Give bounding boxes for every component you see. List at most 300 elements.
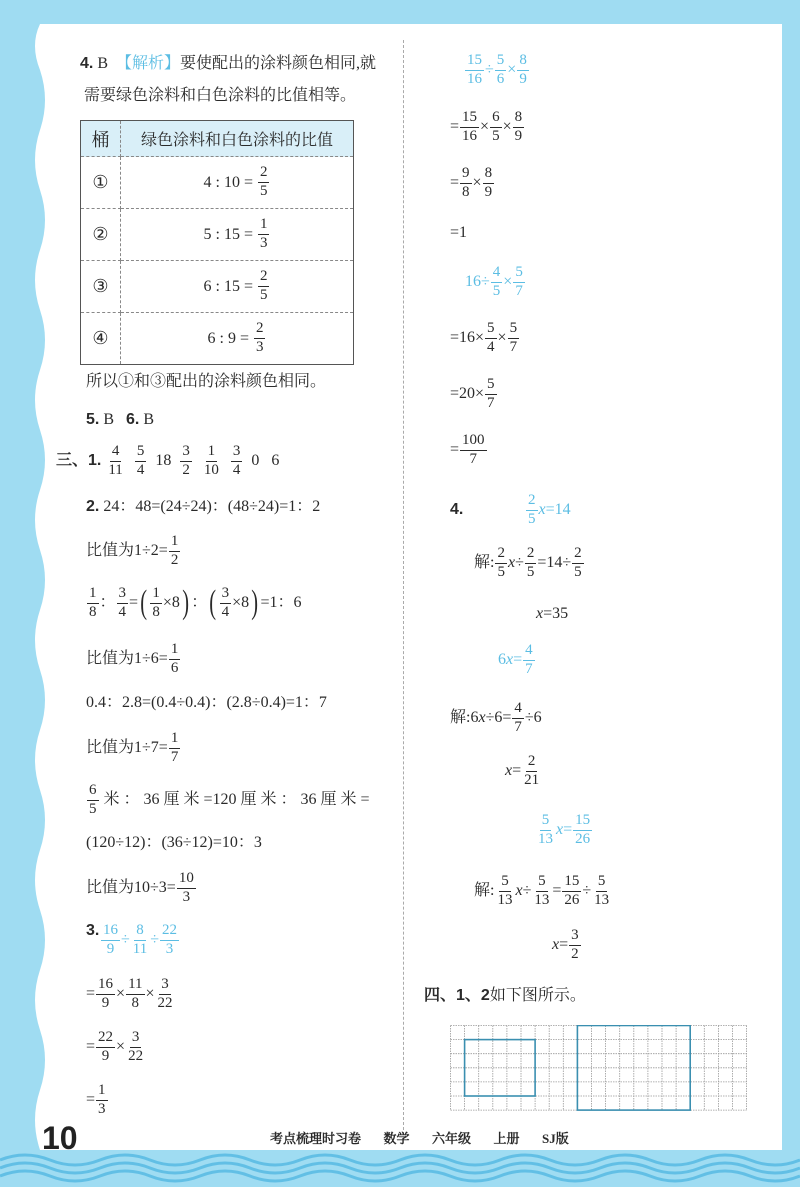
math-text bbox=[193, 453, 201, 469]
denominator: 7 bbox=[170, 748, 179, 765]
fraction bbox=[180, 444, 192, 479]
fraction bbox=[562, 874, 581, 909]
denominator: 2 bbox=[170, 551, 179, 568]
numerator: 5 bbox=[540, 813, 552, 831]
fraction bbox=[512, 701, 524, 736]
s3-q2-line bbox=[86, 731, 181, 766]
row-label: ③ bbox=[81, 261, 121, 313]
fraction bbox=[156, 977, 175, 1012]
q4-label bbox=[450, 502, 463, 518]
fraction bbox=[258, 217, 270, 252]
denominator: 4 bbox=[487, 338, 495, 355]
variable-x: x bbox=[507, 554, 516, 572]
equation-3 bbox=[535, 813, 593, 848]
s3-q2-line bbox=[86, 642, 181, 677]
math-text bbox=[222, 453, 230, 469]
numerator: 5 bbox=[499, 874, 511, 892]
numerator: 9 bbox=[460, 166, 472, 184]
numerator: 3 bbox=[220, 586, 232, 604]
denominator: 2 bbox=[182, 461, 190, 478]
math-text: ÷6= bbox=[485, 709, 512, 727]
book-info: 考点梳理时习卷 数学 六年级 上册 SJ版 bbox=[270, 1131, 569, 1146]
calc-a-step bbox=[450, 225, 467, 241]
math-text: ÷ bbox=[150, 931, 160, 949]
question-number: 四、1、2 bbox=[424, 987, 490, 1004]
numerator: 1 bbox=[150, 586, 162, 604]
s3-q3-step bbox=[86, 1030, 146, 1065]
numerator: 6 bbox=[490, 110, 502, 128]
numerator: 2 bbox=[495, 546, 507, 564]
fraction bbox=[460, 166, 472, 201]
denominator: 7 bbox=[514, 718, 522, 735]
math-text: =20× bbox=[450, 385, 485, 403]
denominator: 5 bbox=[259, 183, 268, 199]
math-text: 0 6 bbox=[243, 452, 280, 470]
math-text: × bbox=[502, 118, 512, 136]
question-number: 3. bbox=[86, 922, 100, 939]
math-text: = bbox=[86, 1091, 96, 1109]
numerator: 5 bbox=[485, 321, 497, 339]
fraction bbox=[96, 1030, 115, 1065]
numerator: 11 bbox=[126, 977, 144, 995]
fraction bbox=[135, 444, 147, 479]
math-text: ÷ bbox=[121, 931, 130, 949]
fraction bbox=[254, 321, 266, 356]
s3-q2-line bbox=[86, 499, 320, 515]
fraction bbox=[483, 166, 495, 201]
denominator: 7 bbox=[487, 394, 495, 411]
denominator: 9 bbox=[514, 127, 523, 144]
fraction bbox=[169, 731, 181, 766]
math-text: = bbox=[86, 985, 96, 1003]
parenthesis: ( bbox=[140, 584, 148, 622]
numerator: 5 bbox=[596, 874, 608, 892]
row-label: ④ bbox=[81, 313, 121, 365]
denominator: 4 bbox=[232, 461, 241, 478]
parenthesis: ( bbox=[209, 584, 217, 622]
fraction bbox=[460, 433, 487, 468]
math-text bbox=[126, 453, 134, 469]
math-text: × bbox=[116, 1038, 126, 1056]
denominator: 9 bbox=[519, 70, 527, 87]
header-ratio: 绿色涂料和白色涂料的比值 bbox=[121, 121, 354, 157]
square-grid-figure bbox=[450, 1025, 750, 1115]
math-text: (120÷12)：(36÷12)=10：3 bbox=[86, 834, 262, 851]
math-text: ×8 bbox=[162, 594, 180, 612]
math-text: = bbox=[450, 174, 460, 192]
math-text: = bbox=[563, 821, 573, 839]
fraction bbox=[532, 874, 551, 909]
math-text: × bbox=[145, 985, 155, 1003]
fraction bbox=[106, 444, 124, 479]
denominator: 8 bbox=[131, 994, 140, 1011]
denominator: 13 bbox=[534, 891, 550, 908]
fraction bbox=[465, 53, 484, 88]
fraction bbox=[536, 813, 555, 848]
math-text: B bbox=[99, 411, 127, 428]
numerator: 10 bbox=[177, 871, 196, 889]
denominator: 3 bbox=[165, 940, 174, 957]
math-text: =35 bbox=[543, 605, 569, 622]
numerator: 2 bbox=[254, 321, 266, 339]
s3-q2-line bbox=[86, 586, 301, 621]
page-number: 10 bbox=[42, 1120, 78, 1156]
math-text: 需要绿色涂料和白色涂料的比值相等。 bbox=[84, 87, 357, 104]
denominator: 7 bbox=[509, 338, 518, 355]
math-text: 16÷ bbox=[465, 273, 490, 291]
question-number: 4. bbox=[450, 501, 464, 518]
numerator: 2 bbox=[258, 269, 270, 287]
fraction bbox=[101, 923, 120, 958]
q4-conclusion bbox=[86, 374, 326, 390]
variable-x: x bbox=[505, 762, 513, 780]
math-text: =1 bbox=[450, 224, 468, 241]
table-row bbox=[81, 157, 354, 209]
analysis-tag: 【解析】 bbox=[116, 55, 181, 72]
fraction bbox=[526, 493, 538, 528]
denominator: 7 bbox=[515, 282, 523, 299]
fraction bbox=[258, 165, 270, 200]
numerator: 1 bbox=[96, 1083, 108, 1101]
denominator: 22 bbox=[128, 1047, 144, 1064]
denominator: 9 bbox=[101, 994, 110, 1011]
numerator: 3 bbox=[117, 586, 129, 604]
row-label: ① bbox=[81, 157, 121, 209]
equation-3-step bbox=[474, 874, 612, 909]
numerator: 1 bbox=[258, 217, 270, 235]
numerator: 5 bbox=[135, 444, 147, 462]
question-number: 5. bbox=[86, 411, 100, 428]
math-text: = bbox=[559, 936, 569, 954]
calc-a-step bbox=[450, 110, 525, 145]
fraction bbox=[572, 546, 584, 581]
math-text: 18 bbox=[147, 452, 180, 470]
fraction bbox=[592, 874, 611, 909]
denominator: 13 bbox=[594, 891, 610, 908]
denominator: 6 bbox=[496, 70, 505, 87]
numerator: 1 bbox=[169, 731, 181, 749]
denominator: 22 bbox=[157, 994, 173, 1011]
fraction bbox=[258, 269, 270, 304]
variable-x: x bbox=[478, 709, 486, 727]
math-text: =14 bbox=[545, 501, 571, 519]
denominator: 16 bbox=[467, 70, 482, 87]
numerator: 2 bbox=[526, 493, 538, 511]
denominator: 5 bbox=[526, 563, 535, 580]
fraction bbox=[150, 586, 162, 621]
denominator: 2 bbox=[571, 945, 579, 962]
fraction bbox=[131, 923, 149, 958]
denominator: 7 bbox=[469, 450, 478, 467]
equation-1-result bbox=[536, 606, 568, 622]
numerator: 4 bbox=[491, 265, 503, 283]
equation-2 bbox=[498, 643, 536, 678]
numerator: 5 bbox=[536, 874, 548, 892]
math-text: =1：6 bbox=[260, 594, 302, 612]
row-ratio bbox=[204, 165, 271, 200]
numerator: 1 bbox=[169, 642, 181, 660]
calc-b-step bbox=[450, 433, 488, 468]
math-text: = bbox=[86, 1038, 96, 1056]
fraction bbox=[96, 977, 115, 1012]
math-text: = bbox=[129, 594, 139, 612]
calc-b-step bbox=[450, 321, 520, 356]
header-bucket: 桶 bbox=[81, 121, 121, 157]
fraction bbox=[522, 754, 541, 789]
parenthesis: ) bbox=[251, 584, 259, 622]
s4-answer bbox=[424, 988, 586, 1004]
fraction bbox=[508, 321, 520, 356]
fraction bbox=[485, 321, 497, 356]
numerator: 3 bbox=[231, 444, 243, 462]
fraction bbox=[160, 923, 179, 958]
math-text: 如下图所示。 bbox=[489, 987, 586, 1004]
math-text: 比值为1÷7= bbox=[86, 739, 168, 757]
math-text: =14÷ bbox=[537, 554, 572, 572]
numerator: 1 bbox=[206, 444, 218, 462]
denominator: 11 bbox=[132, 940, 148, 957]
math-text: 4 : 10 = bbox=[203, 173, 257, 191]
s3-q3-step bbox=[86, 1083, 109, 1118]
math-text: × bbox=[480, 118, 490, 136]
fraction bbox=[485, 377, 497, 412]
variable-x: x bbox=[552, 936, 560, 954]
s3-q2-line bbox=[86, 871, 197, 906]
math-text: 0.4：2.8=(0.4÷0.4)：(2.8÷0.4)=1：7 bbox=[86, 694, 327, 711]
equation-1-step bbox=[474, 546, 585, 581]
denominator: 9 bbox=[101, 1047, 110, 1064]
numerator: 16 bbox=[101, 923, 120, 941]
denominator: 4 bbox=[221, 603, 230, 620]
s3-q3-expression bbox=[96, 923, 180, 958]
table-row bbox=[81, 261, 354, 313]
math-text: ÷6 bbox=[524, 709, 542, 727]
q4-explanation bbox=[84, 88, 356, 104]
paint-ratio-table bbox=[80, 120, 354, 365]
math-text: 要使配出的涂料颜色相同,就 bbox=[180, 55, 377, 72]
numerator: 8 bbox=[483, 166, 495, 184]
math-text: 24：48=(24÷24)：(48÷24)=1：2 bbox=[99, 498, 321, 515]
denominator: 6 bbox=[170, 659, 179, 676]
q5-q6-answers bbox=[86, 412, 154, 428]
numerator: 2 bbox=[572, 546, 584, 564]
equation-2-step bbox=[450, 701, 542, 736]
fraction bbox=[525, 546, 537, 581]
denominator: 5 bbox=[89, 800, 97, 817]
denominator: 3 bbox=[182, 888, 191, 905]
fraction bbox=[96, 1083, 108, 1118]
equation-1 bbox=[525, 493, 571, 528]
numerator: 15 bbox=[562, 874, 581, 892]
s3-q2-line bbox=[86, 835, 262, 851]
math-text bbox=[96, 932, 100, 948]
math-text: 比值为10÷3= bbox=[86, 879, 176, 897]
calc-a-expression bbox=[464, 53, 530, 88]
denominator: 5 bbox=[528, 510, 536, 527]
numerator: 2 bbox=[258, 165, 270, 183]
math-text: =16× bbox=[450, 329, 485, 347]
denominator: 13 bbox=[538, 830, 553, 847]
parenthesis: ) bbox=[182, 584, 189, 622]
numerator: 8 bbox=[134, 923, 146, 941]
numerator: 3 bbox=[130, 1030, 142, 1048]
numerator: 100 bbox=[460, 433, 487, 451]
math-text: 所以①和③配出的涂料颜色相同。 bbox=[86, 373, 327, 390]
fraction bbox=[87, 783, 99, 818]
table-row bbox=[81, 313, 354, 365]
q4-answer bbox=[80, 56, 376, 72]
denominator: 5 bbox=[259, 287, 268, 303]
table-row bbox=[81, 209, 354, 261]
denominator: 9 bbox=[484, 183, 493, 200]
math-text: × bbox=[497, 329, 507, 347]
numerator: 15 bbox=[573, 813, 592, 831]
math-text: × bbox=[472, 174, 482, 192]
fraction bbox=[517, 53, 529, 88]
numerator: 4 bbox=[512, 701, 524, 719]
fraction bbox=[569, 928, 581, 963]
denominator: 16 bbox=[462, 127, 478, 144]
denominator: 13 bbox=[497, 891, 513, 908]
fraction bbox=[231, 444, 243, 479]
denominator: 3 bbox=[98, 1100, 106, 1117]
denominator: 3 bbox=[255, 339, 264, 355]
denominator: 8 bbox=[89, 603, 97, 620]
small-rectangle bbox=[465, 1040, 535, 1096]
s3-q1-answers bbox=[56, 444, 279, 479]
numerator: 3 bbox=[569, 928, 581, 946]
math-text: ÷ bbox=[582, 882, 592, 900]
fraction bbox=[573, 813, 592, 848]
denominator: 3 bbox=[259, 235, 268, 251]
math-text: ÷ bbox=[522, 882, 532, 900]
numerator: 5 bbox=[485, 377, 497, 395]
fraction bbox=[117, 586, 129, 621]
numerator: 5 bbox=[508, 321, 520, 339]
numerator: 5 bbox=[513, 265, 525, 283]
numerator: 22 bbox=[160, 923, 179, 941]
fraction bbox=[87, 586, 99, 621]
math-text: 5 : 15 = bbox=[203, 225, 257, 243]
numerator: 8 bbox=[517, 53, 529, 71]
column-divider bbox=[403, 40, 404, 1140]
math-text: B bbox=[139, 411, 155, 428]
math-text: = bbox=[513, 651, 523, 669]
fraction bbox=[169, 642, 181, 677]
denominator: 4 bbox=[118, 603, 127, 620]
calc-a-step bbox=[450, 166, 495, 201]
numerator: 1 bbox=[87, 586, 99, 604]
question-number: 三、1. bbox=[56, 452, 102, 470]
math-text: × bbox=[503, 273, 513, 291]
denominator: 8 bbox=[462, 183, 470, 200]
row-ratio bbox=[208, 321, 267, 356]
numerator: 15 bbox=[460, 110, 479, 128]
numerator: 3 bbox=[180, 444, 192, 462]
fraction bbox=[490, 110, 502, 145]
question-number: 4. bbox=[80, 55, 94, 72]
row-ratio bbox=[204, 269, 271, 304]
variable-x: x bbox=[515, 882, 523, 900]
fraction bbox=[202, 444, 221, 479]
fraction bbox=[491, 265, 503, 300]
math-text: × bbox=[116, 985, 126, 1003]
numerator: 8 bbox=[513, 110, 525, 128]
numerator: 6 bbox=[87, 783, 99, 801]
math-text: 解: bbox=[474, 554, 495, 572]
math-text: = bbox=[512, 762, 522, 780]
fraction bbox=[126, 977, 144, 1012]
variable-x: x bbox=[536, 605, 544, 622]
denominator: 5 bbox=[574, 563, 582, 580]
numerator: 3 bbox=[159, 977, 171, 995]
math-text: ÷ bbox=[515, 554, 524, 572]
calc-b-step bbox=[450, 377, 498, 412]
fraction bbox=[460, 110, 479, 145]
calc-b-expression bbox=[465, 265, 526, 300]
numerator: 16 bbox=[96, 977, 115, 995]
math-text: 比值为1÷2= bbox=[86, 542, 168, 560]
row-ratio bbox=[204, 217, 271, 252]
numerator: 2 bbox=[525, 546, 537, 564]
math-text: 米 ： 36 厘 米 =120 厘 米 ： 36 厘 米 = bbox=[99, 791, 370, 809]
denominator: 8 bbox=[152, 603, 160, 620]
s3-q3-step bbox=[86, 977, 176, 1012]
variable-x: x bbox=[538, 501, 546, 519]
math-text: = bbox=[450, 441, 460, 459]
math-text: 6 : 15 = bbox=[203, 277, 257, 295]
equation-3-result bbox=[552, 928, 582, 963]
numerator: 4 bbox=[110, 444, 122, 462]
fraction bbox=[495, 546, 507, 581]
equation-2-result bbox=[505, 754, 542, 789]
numerator: 4 bbox=[523, 643, 535, 661]
numerator: 5 bbox=[495, 53, 507, 71]
denominator: 5 bbox=[492, 282, 501, 299]
denominator: 26 bbox=[564, 891, 580, 908]
table-header-row bbox=[81, 121, 354, 157]
numerator: 1 bbox=[169, 534, 181, 552]
fraction bbox=[495, 53, 507, 88]
fraction bbox=[177, 871, 196, 906]
math-text: 比值为1÷6= bbox=[86, 650, 168, 668]
denominator: 4 bbox=[136, 461, 145, 478]
row-label: ② bbox=[81, 209, 121, 261]
denominator: 10 bbox=[203, 461, 219, 478]
fraction bbox=[495, 874, 514, 909]
math-text: 解:6 bbox=[450, 709, 479, 727]
s3-q2-line bbox=[86, 783, 370, 818]
numerator: 15 bbox=[465, 53, 484, 71]
numerator: 22 bbox=[96, 1030, 115, 1048]
denominator: 9 bbox=[106, 940, 115, 957]
math-text: × bbox=[507, 61, 517, 79]
math-text: ： bbox=[99, 594, 116, 612]
math-text: B bbox=[93, 55, 117, 72]
s3-q2-line bbox=[86, 695, 327, 711]
variable-x: x bbox=[556, 821, 564, 839]
math-text bbox=[101, 453, 105, 469]
math-text: 6 bbox=[498, 651, 506, 669]
fraction bbox=[523, 643, 535, 678]
fraction bbox=[220, 586, 232, 621]
math-text: ÷ bbox=[485, 61, 494, 79]
math-text: ： bbox=[191, 594, 208, 612]
denominator: 26 bbox=[575, 830, 591, 847]
fraction bbox=[169, 534, 181, 569]
denominator: 5 bbox=[492, 127, 500, 144]
math-text: 6 : 9 = bbox=[207, 329, 253, 347]
